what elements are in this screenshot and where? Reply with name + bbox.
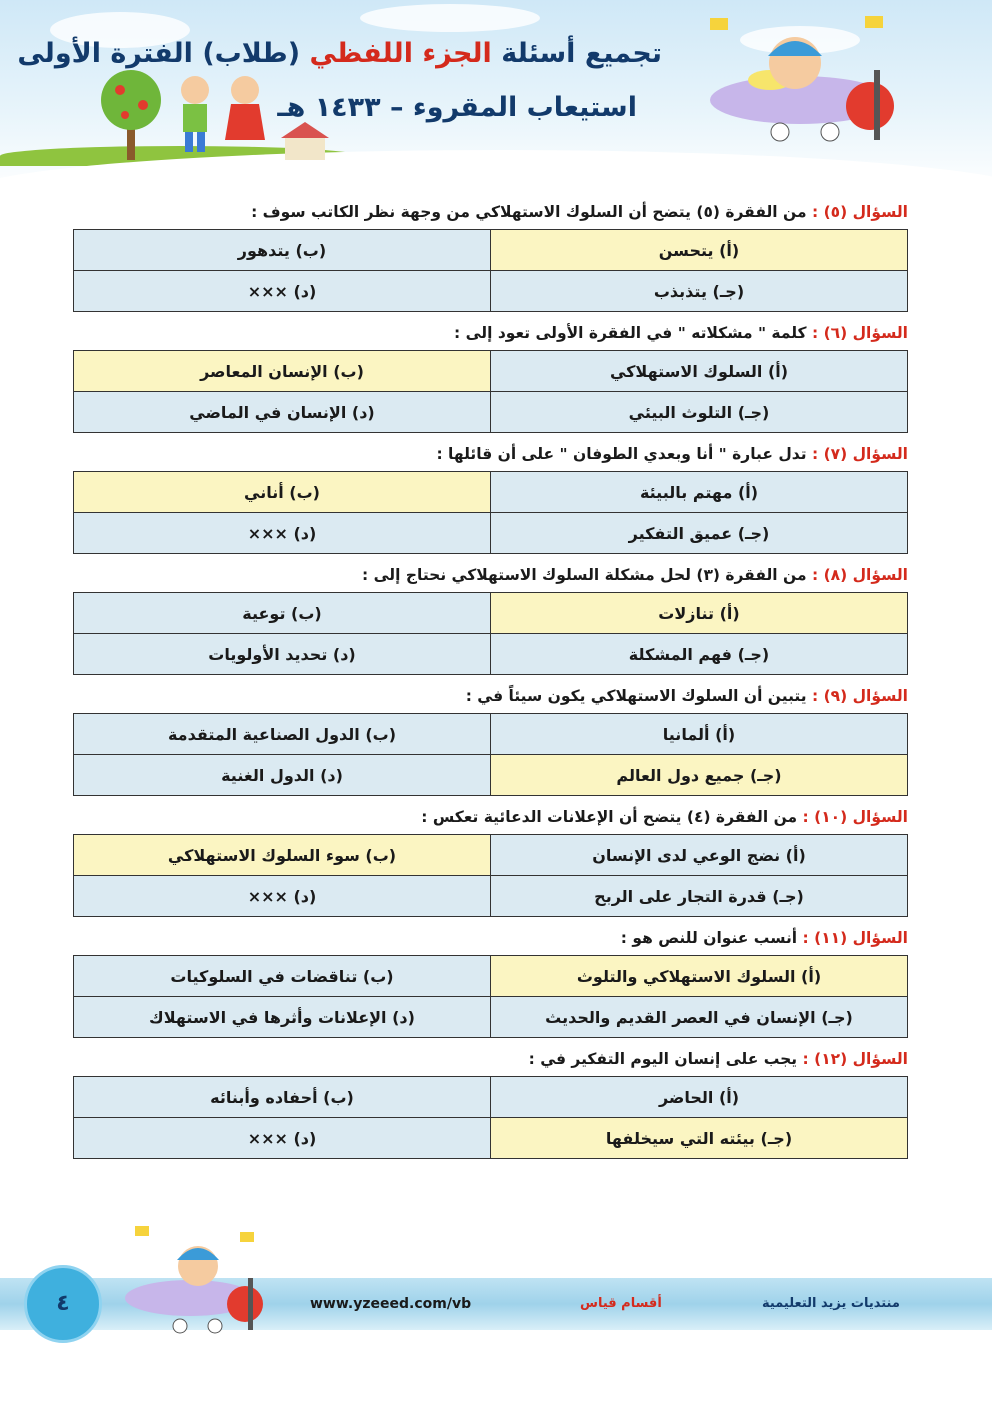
option-cell[interactable]: (د) تحديد الأولويات <box>74 634 491 675</box>
option-cell[interactable]: (د) الدول الغنية <box>74 755 491 796</box>
options-table <box>73 229 908 312</box>
question-number: السؤال (١٠) : <box>802 808 908 826</box>
question-number: السؤال (٨) : <box>811 566 908 584</box>
option-cell[interactable]: (ب) الإنسان المعاصر <box>74 351 491 392</box>
option-cell[interactable]: (ب) تناقضات في السلوكيات <box>74 956 491 997</box>
footer-site: منتديات يزيد التعليمية <box>762 1296 900 1311</box>
footer-url[interactable]: www.yzeeed.com/vb <box>310 1296 472 1312</box>
question-heading <box>73 558 908 592</box>
options-row <box>74 351 908 392</box>
options-table <box>73 955 908 1038</box>
options-row <box>74 1077 908 1118</box>
title-highlight: الجزء اللفظي <box>309 38 492 69</box>
options-row <box>74 956 908 997</box>
question-heading <box>73 921 908 955</box>
page-title: تجميع أسئلة الجزء اللفظي (طلاب) الفترة الأولى <box>17 38 662 69</box>
options-table <box>73 1076 908 1159</box>
question-heading <box>73 679 908 713</box>
option-cell[interactable]: (جـ) فهم المشكلة <box>491 634 908 675</box>
option-cell[interactable]: (أ) يتحسن <box>491 230 908 271</box>
question-number: السؤال (٦) : <box>811 324 908 342</box>
option-cell[interactable]: (ب) أحفاده وأبنائه <box>74 1077 491 1118</box>
option-cell[interactable]: (ب) يتدهور <box>74 230 491 271</box>
question-heading <box>73 800 908 834</box>
question-text: أنسب عنوان للنص هو : <box>620 929 803 947</box>
options-row <box>74 593 908 634</box>
option-cell[interactable]: (جـ) بيئته التي سيخلفها <box>491 1118 908 1159</box>
airplane-icon <box>690 8 930 158</box>
option-cell[interactable]: (أ) تنازلات <box>491 593 908 634</box>
option-cell[interactable]: (ب) سوء السلوك الاستهلاكي <box>74 835 491 876</box>
options-row <box>74 271 908 312</box>
option-cell[interactable]: (د) ××× <box>74 1118 491 1159</box>
question-text: كلمة " مشكلاته " في الفقرة الأولى تعود إلى : <box>454 324 812 342</box>
options-table <box>73 471 908 554</box>
option-cell[interactable]: (أ) نضج الوعي لدى الإنسان <box>491 835 908 876</box>
question-text: يتبين أن السلوك الاستهلاكي يكون سيئاً في : <box>465 687 812 705</box>
option-cell[interactable]: (جـ) عميق التفكير <box>491 513 908 554</box>
option-cell[interactable]: (جـ) الإنسان في العصر القديم والحديث <box>491 997 908 1038</box>
options-row <box>74 755 908 796</box>
option-cell[interactable]: (أ) الحاضر <box>491 1077 908 1118</box>
option-cell[interactable]: (أ) السلوك الاستهلاكي والتلوث <box>491 956 908 997</box>
question-heading <box>73 1042 908 1076</box>
question-text: تدل عبارة " أنا وبعدي الطوفان " على أن قائلها : <box>436 445 812 463</box>
options-row <box>74 230 908 271</box>
option-cell[interactable]: (جـ) التلوث البيئي <box>491 392 908 433</box>
options-table <box>73 713 908 796</box>
option-cell[interactable]: (د) ××× <box>74 876 491 917</box>
page-header <box>0 0 992 195</box>
footer-section: أقسام قياس <box>580 1296 662 1311</box>
options-row <box>74 513 908 554</box>
question-number: السؤال (٧) : <box>811 445 908 463</box>
question-number: السؤال (١١) : <box>802 929 908 947</box>
question-text: يجب على إنسان اليوم التفكير في : <box>528 1050 803 1068</box>
option-cell[interactable]: (أ) مهتم بالبيئة <box>491 472 908 513</box>
page-subtitle: استيعاب المقروء – ١٤٣٣ هـ <box>277 92 637 123</box>
option-cell[interactable]: (أ) ألمانيا <box>491 714 908 755</box>
options-row <box>74 835 908 876</box>
question-heading <box>73 195 908 229</box>
options-table <box>73 834 908 917</box>
options-row <box>74 1118 908 1159</box>
option-cell[interactable]: (ب) توعية <box>74 593 491 634</box>
option-cell[interactable]: (ب) أناني <box>74 472 491 513</box>
question-heading <box>73 437 908 471</box>
option-cell[interactable]: (جـ) يتذبذب <box>491 271 908 312</box>
airplane-footer-icon <box>110 1218 300 1348</box>
options-row <box>74 634 908 675</box>
question-text: من الفقرة (٣) لحل مشكلة السلوك الاستهلاكي نحتاج إلى : <box>362 566 812 584</box>
question-number: السؤال (٩) : <box>811 687 908 705</box>
options-row <box>74 997 908 1038</box>
option-cell[interactable]: (د) ××× <box>74 271 491 312</box>
option-cell[interactable]: (د) الإعلانات وأثرها في الاستهلاك <box>74 997 491 1038</box>
question-text: من الفقرة (٤) يتضح أن الإعلانات الدعائية تعكس : <box>421 808 803 826</box>
question-heading <box>73 316 908 350</box>
options-row <box>74 472 908 513</box>
options-table <box>73 350 908 433</box>
option-cell[interactable]: (د) ××× <box>74 513 491 554</box>
option-cell[interactable]: (جـ) جميع دول العالم <box>491 755 908 796</box>
question-text: من الفقرة (٥) يتضح أن السلوك الاستهلاكي من وجهة نظر الكاتب سوف : <box>251 203 812 221</box>
question-number: السؤال (٥) : <box>811 203 908 221</box>
options-row <box>74 714 908 755</box>
options-row <box>74 392 908 433</box>
option-cell[interactable]: (ب) الدول الصناعية المتقدمة <box>74 714 491 755</box>
option-cell[interactable]: (أ) السلوك الاستهلاكي <box>491 351 908 392</box>
options-row <box>74 876 908 917</box>
option-cell[interactable]: (جـ) قدرة التجار على الربح <box>491 876 908 917</box>
options-table <box>73 592 908 675</box>
question-number: السؤال (١٢) : <box>802 1050 908 1068</box>
page-number: ٤ <box>24 1265 102 1343</box>
questions-list <box>73 195 908 1163</box>
option-cell[interactable]: (د) الإنسان في الماضي <box>74 392 491 433</box>
